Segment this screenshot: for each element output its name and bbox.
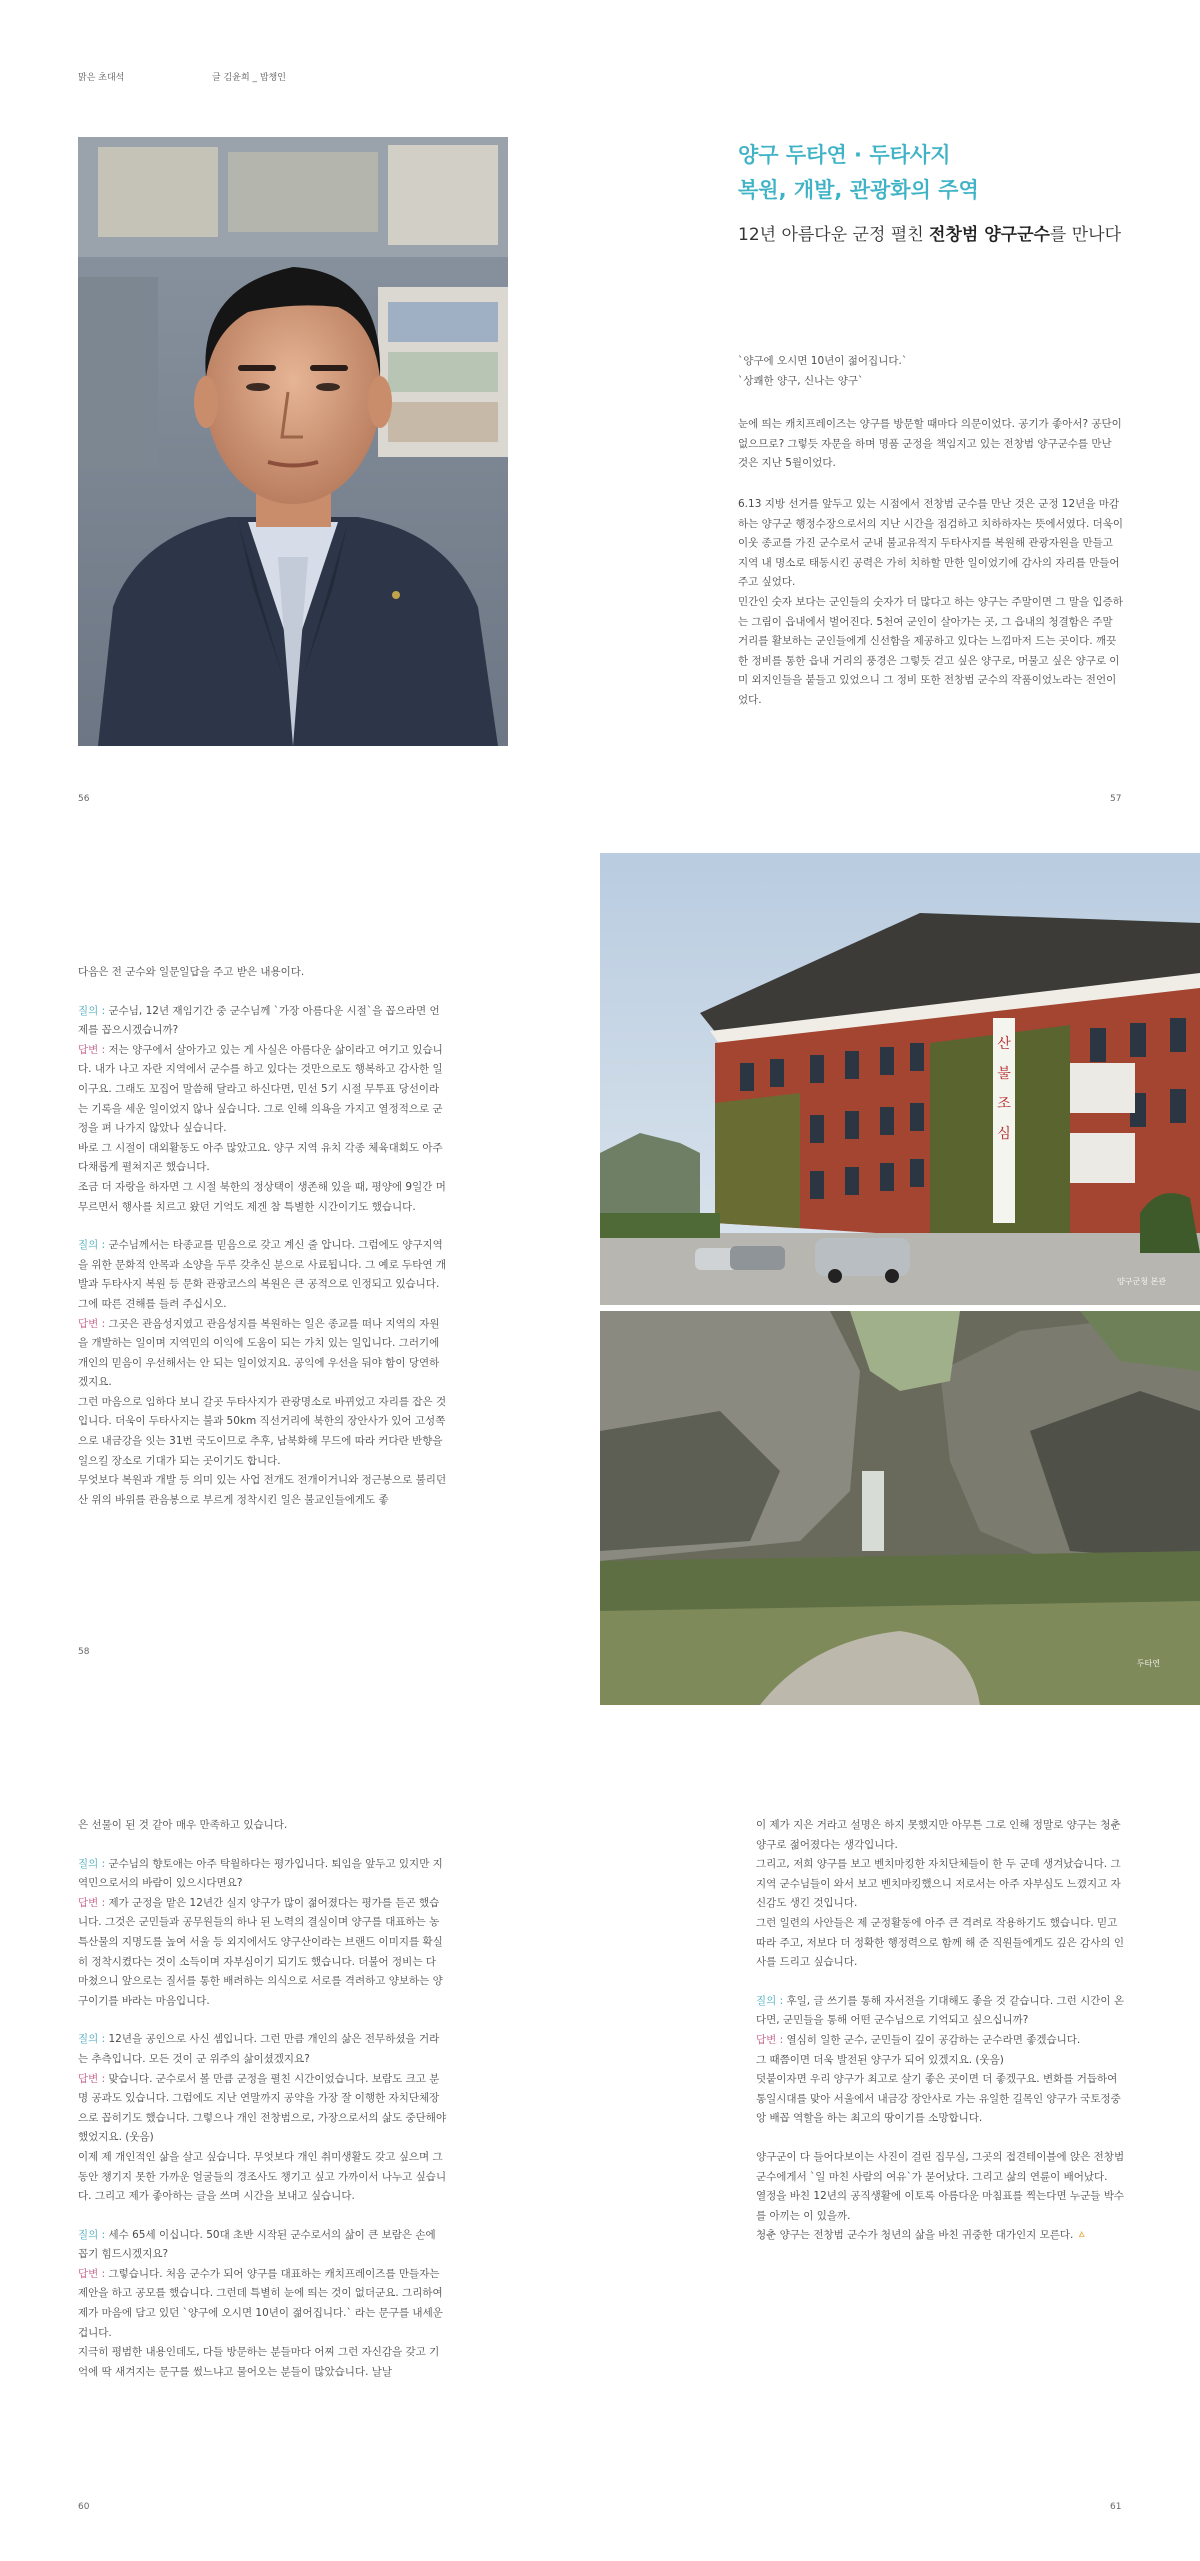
page60-lead: 은 선물이 된 것 같아 매우 만족하고 있습니다.: [78, 1819, 288, 1831]
question-label: 질의 :: [78, 1004, 109, 1017]
qa-answer-4b: 이제 제 개인적인 삶을 살고 싶습니다. 무엇보다 개인 취미생활도 갖고 싶으며 그동안 챙기지 못한 가까운 얼굴들의 경조사도 챙기고 싶고 가까이서 나누고 싶습니다. 그리고 제가 좋아하는 글을 쓰며 시간을 보내고 싶습니다.: [78, 2150, 447, 2203]
question-label: 질의 :: [78, 2228, 109, 2241]
answer-label: 답변 :: [78, 1317, 109, 1330]
qa-answer-5b: 지극히 평범한 내용인데도, 다들 방문하는 분들마다 어찌 그런 자신감을 갖고 기억에 딱 새겨지는 문구를 썼느냐고 물어오는 분들이 많았습니다. 날날: [78, 2346, 440, 2378]
article-title-line1: 양구 두타연 · 두타사지: [738, 143, 951, 167]
page61-text: [756, 1816, 1126, 2246]
portrait-photo: [78, 137, 508, 746]
svg-text:조: 조: [997, 1096, 1011, 1112]
qa-answer-6c: 덧붙이자면 우리 양구가 최고로 살기 좋은 곳이면 더 좋겠구요. 변화를 거듭하여 통일시대를 맞아 서울에서 내금강 장안사로 가는 유일한 길목인 양구가 국토정중앙 배꼽 역할을 하는 최고의 땅이기를 소망합니다.: [756, 2073, 1121, 2125]
question-label: 질의 :: [78, 2033, 109, 2046]
answer-label: 답변 :: [756, 2033, 787, 2046]
answer-text: 저는 양구에서 살아가고 있는 게 사실은 아름다운 삶이라고 여기고 있습니다. 내가 나고 자란 지역에서 군수를 하고 있다는 것만으로도 행복하고 감사한 일이구요. 그래도 꼬집어 말씀해 달라고 하신다면, 민선 5기 시절 무투표 당선이라는 기록을 세운 일이었지 않나 싶습니다. 그로 인해 의욕을 가지고 열정적으로 군정을 펴 나가지 않았나 싶습니다.: [78, 1043, 443, 1135]
answer-label: 답변 :: [78, 2267, 109, 2280]
intro-paragraph3: 민간인 숫자 보다는 군인들의 숫자가 더 많다고 하는 양구는 주말이면 그 말을 입증하는 그림이 읍내에서 벌어진다. 5천여 군인이 살아가는 곳, 그 읍내의 청결함은 주말 거리를 활보하는 군인들에게 신선함을 제공하고 있다는 느낌마저 드는 곳이다. 깨끗한 정비를 통한 읍내 거리의 풍경은 그렇듯 걷고 싶은 양구로, 머물고 싶은 양구로 이미 외지인들을 붙들고 있었으니 그 정비 또한 전창범 군수의 작품이었노라는 전언이었다.: [738, 595, 1123, 706]
svg-text:산: 산: [997, 1036, 1011, 1052]
page61-paragraph4: 양구군이 다 들어다보이는 사진이 걸린 집무실, 그곳의 접견테이블에 앉은 전창범 군수에게서 `일 마친 사람의 여유`가 묻어났다. 그리고 삶의 연륜이 배어났다.: [756, 2150, 1125, 2183]
page-number-61: 61: [1110, 2502, 1122, 2512]
qa-answer-3: [78, 1894, 448, 2012]
page-number-58: 58: [78, 1647, 90, 1657]
intro-text: [738, 352, 1124, 711]
page61-paragraph1: 이 제가 지은 거라고 설명은 하지 못했지만 아무튼 그로 인해 정말로 양구는 청춘 양구로 젊어졌다는 생각입니다.: [756, 1819, 1121, 1851]
qa-question-5: [78, 2226, 448, 2265]
dutayeon-valley-photo: [600, 1311, 1200, 1705]
page-number-60: 60: [78, 2502, 90, 2512]
intro-quote1: `양구에 오시면 10년이 젊어집니다.`: [738, 355, 908, 367]
question-label: 질의 :: [78, 1239, 109, 1252]
page-number-57: 57: [1110, 794, 1122, 804]
qa-answer-5: [78, 2265, 448, 2343]
photo-caption-valley: 두타연: [1136, 1659, 1160, 1668]
question-text: 군수님, 12년 재임기간 중 군수님께 `가장 아름다운 시절`을 꼽으라면 언제를 꼽으시겠습니까?: [78, 1004, 440, 1037]
article-subtitle: [738, 220, 1121, 245]
answer-text: 제가 군정을 맡은 12년간 실지 양구가 많이 젊어졌다는 평가를 듣곤 했습니다. 그것은 군민들과 공무원들의 하나 된 노력의 결실이며 양구를 대표하는 농특산물의 지명도를 높여 서울 등 외지에서도 양구산이라는 브랜드 이미지를 확실히 정착시켰다는 것이 소득이며 자부심이기 되기도 했습니다. 더불어 정비는 다 마쳤으니 앞으로는 질서를 통한 배려하는 의식으로 서로를 격려하고 양보하는 양구이기를 바라는 마음입니다.: [78, 1896, 443, 2007]
page61-paragraph5: 열정을 바친 12년의 공직생활에 이토록 아름다운 마침표를 찍는다면 누군들 박수를 아끼는 이 있을까.: [756, 2190, 1124, 2222]
question-text: 군수님께서는 타종교를 믿음으로 갖고 계신 줄 압니다. 그럼에도 양구지역을 위한 문화적 안목과 소양을 두루 갖추신 분으로 사료됩니다. 그 예로 두타연 개발과 두타사지 복원 등 문화 관광코스의 복원은 큰 공적으로 인정되고 있습니다. 그에 따른 견해를 들려 주십시오.: [78, 1239, 446, 1310]
qa-answer-6b: 그 때쯤이면 더욱 발전된 양구가 되어 있겠지요. (웃음): [756, 2053, 1004, 2066]
question-text: 세수 65세 이십니다. 50대 초반 시작된 군수로서의 삶이 큰 보람은 손에 꼽기 힘드시겠지요?: [78, 2228, 436, 2261]
page58-text: [78, 963, 448, 1510]
question-text: 12년을 공인으로 사신 셈입니다. 그런 만큼 개인의 삶은 전무하셨을 거라는 추측입니다. 모든 것이 군 위주의 삶이셨겠지요?: [78, 2033, 440, 2065]
subtitle-name: 전창범 양구군수: [929, 225, 1050, 245]
question-text: 후일, 글 쓰기를 통해 자서전을 기대해도 좋을 것 같습니다. 그런 시간이 온다면, 군민들을 통해 어떤 군수님으로 기억되고 싶으십니까?: [756, 1994, 1125, 2027]
page-number-56: 56: [78, 794, 90, 804]
intro-paragraph1: 눈에 띄는 캐치프레이즈는 양구를 방문할 때마다 의문이었다. 공기가 좋아서? 공단이 없으므로? 그렇듯 자문을 하며 명품 군정을 책임지고 있는 전창범 양구군수를 만난 것은 지난 5월이었다.: [738, 418, 1122, 470]
section-label: 맑은 초대석: [78, 73, 125, 83]
qa-answer-1b: 바로 그 시절이 대외활동도 아주 많았고요. 양구 지역 유치 각종 체육대회도 아주 다채롭게 펼쳐지곤 했습니다.: [78, 1141, 443, 1174]
qa-question-2: [78, 1236, 448, 1314]
qa-question-6: [756, 1992, 1126, 2031]
qa-answer-2b: 그런 마음으로 임하다 보니 갈곳 두타사지가 관광명소로 바뀌었고 자리를 잡은 것입니다. 더욱이 두타사지는 불과 50km 직선거리에 북한의 장안사가 있어 고성쪽으로 내금강을 잇는 31번 국도이므로 추후, 남북화해 무드에 따라 커다란 반향을 일으킬 장소로 기대가 되는 곳이기도 합니다.: [78, 1395, 447, 1467]
qa-answer-6: [756, 2031, 1126, 2051]
photo-caption-office: 양구군청 본관: [1117, 1277, 1166, 1286]
qa-answer-1: [78, 1041, 448, 1139]
answer-label: 답변 :: [78, 2072, 109, 2085]
article-title-line2: 복원, 개발, 관광화의 주역: [738, 178, 979, 202]
page60-text: [78, 1816, 448, 2382]
qa-question-4: [78, 2030, 448, 2069]
qa-answer-4: [78, 2070, 448, 2148]
svg-text:불: 불: [997, 1066, 1011, 1082]
subtitle-post: 를 만나다: [1049, 225, 1122, 245]
qa-question-3: [78, 1855, 448, 1894]
question-text: 군수님의 향토애는 아주 탁월하다는 평가입니다. 퇴임을 앞두고 있지만 지역민으로서의 바람이 있으시다면요?: [78, 1857, 443, 1890]
qa-answer-2c: 무엇보다 복원과 개발 등 의미 있는 사업 전개도 전개이거니와 정근봉으로 불리던 산 위의 바위를 관음봉으로 부르게 정착시킨 일은 불교인들에게도 좋: [78, 1474, 447, 1506]
intro-paragraph2: 6.13 지방 선거를 앞두고 있는 시점에서 전창범 군수를 만난 것은 군정 12년을 마감하는 양구군 행정수장으로서의 지난 시간을 점검하고 치하하자는 뜻에서였다. 더욱이 이웃 종교를 가진 군수로서 군내 불교유적지 두타사지를 복원해 관광자원을 만들고 지역 내 명소로 태동시킨 공력은 가히 치하할 만한 일이었기에 감사의 자리를 만들어주고 싶었다.: [738, 497, 1124, 589]
county-office-photo: [600, 853, 1200, 1305]
page61-paragraph3: 그런 일련의 사안들은 제 군정활동에 아주 큰 격려로 작용하기도 했습니다. 믿고 따라 주고, 저보다 더 정확한 행정력으로 함께 해 준 직원들에게도 깊은 감사의 인사를 드리고 싶습니다.: [756, 1916, 1124, 1969]
question-label: 질의 :: [756, 1994, 787, 2007]
qa-answer-2: [78, 1315, 448, 1393]
qa-answer-1c: 조금 더 자랑을 하자면 그 시절 북한의 정상택이 생존해 있을 때, 평양에 9일간 머무르면서 행사를 치르고 왔던 기억도 제겐 참 특별한 시간이기도 했습니다.: [78, 1180, 446, 1213]
answer-text: 맞습니다. 군수로서 볼 만큼 군정을 펼친 시간이었습니다. 보람도 크고 분명 공과도 있습니다. 그럼에도 지난 연말까지 공약을 가장 잘 이행한 자치단체장으로 꼽히기도 했습니다. 그렇으나 개인 전창범으로, 가장으로서의 삶도 중단해야 했었지요. (웃음): [78, 2072, 447, 2144]
answer-label: 답변 :: [78, 1043, 109, 1056]
answer-text: 열심히 일한 군수, 군민들이 깊이 공감하는 군수라면 좋겠습니다.: [786, 2033, 1081, 2046]
subtitle-pre: 12년 아름다운 군정 펼친: [738, 225, 930, 245]
question-label: 질의 :: [78, 1857, 109, 1870]
page61-paragraph2: 그리고, 저희 양구를 보고 벤치마킹한 자치단체들이 한 두 군데 생겨났습니다. 그 지역 군수님들이 와서 보고 벤치마킹했으니 저로서는 아주 자부심도 느꼈지고 자신감도 생긴 것입니다.: [756, 1858, 1121, 1910]
answer-text: 그곳은 관음성지였고 관음성지를 복원하는 일은 종교를 떠나 지역의 자원을 개발하는 일이며 지역민의 이익에 도움이 되는 가치 있는 일입니다. 그러기에 개인의 믿음이 우선해서는 안 되는 일이었지요. 공익에 우선을 둬야 함이 당연하겠지요.: [78, 1317, 440, 1389]
end-mark-icon: ㅿ: [1076, 2229, 1087, 2242]
svg-text:심: 심: [997, 1126, 1011, 1142]
page61-paragraph6: [756, 2226, 1126, 2246]
byline: 글 김윤희 _ 밥챙인: [212, 73, 286, 83]
interview-intro: 다음은 전 군수와 일문일답을 주고 받은 내용이다.: [78, 966, 305, 978]
answer-label: 답변 :: [78, 1896, 109, 1909]
closing-text: 청춘 양구는 전창범 군수가 청년의 삶을 바친 귀중한 대가인지 모른다.: [756, 2229, 1074, 2242]
qa-question-1: [78, 1002, 448, 1041]
intro-quote2: `상쾌한 양구, 신나는 양구`: [738, 374, 864, 387]
answer-text: 그렇습니다. 처음 군수가 되어 양구를 대표하는 캐치프레이즈를 만들자는 제안을 하고 공모를 했습니다. 그런데 특별히 눈에 띄는 것이 없더군요. 그리하여 제가 마음에 담고 있던 `양구에 오시면 10년이 젊어집니다.` 라는 문구를 내세운 겁니다.: [78, 2267, 443, 2339]
